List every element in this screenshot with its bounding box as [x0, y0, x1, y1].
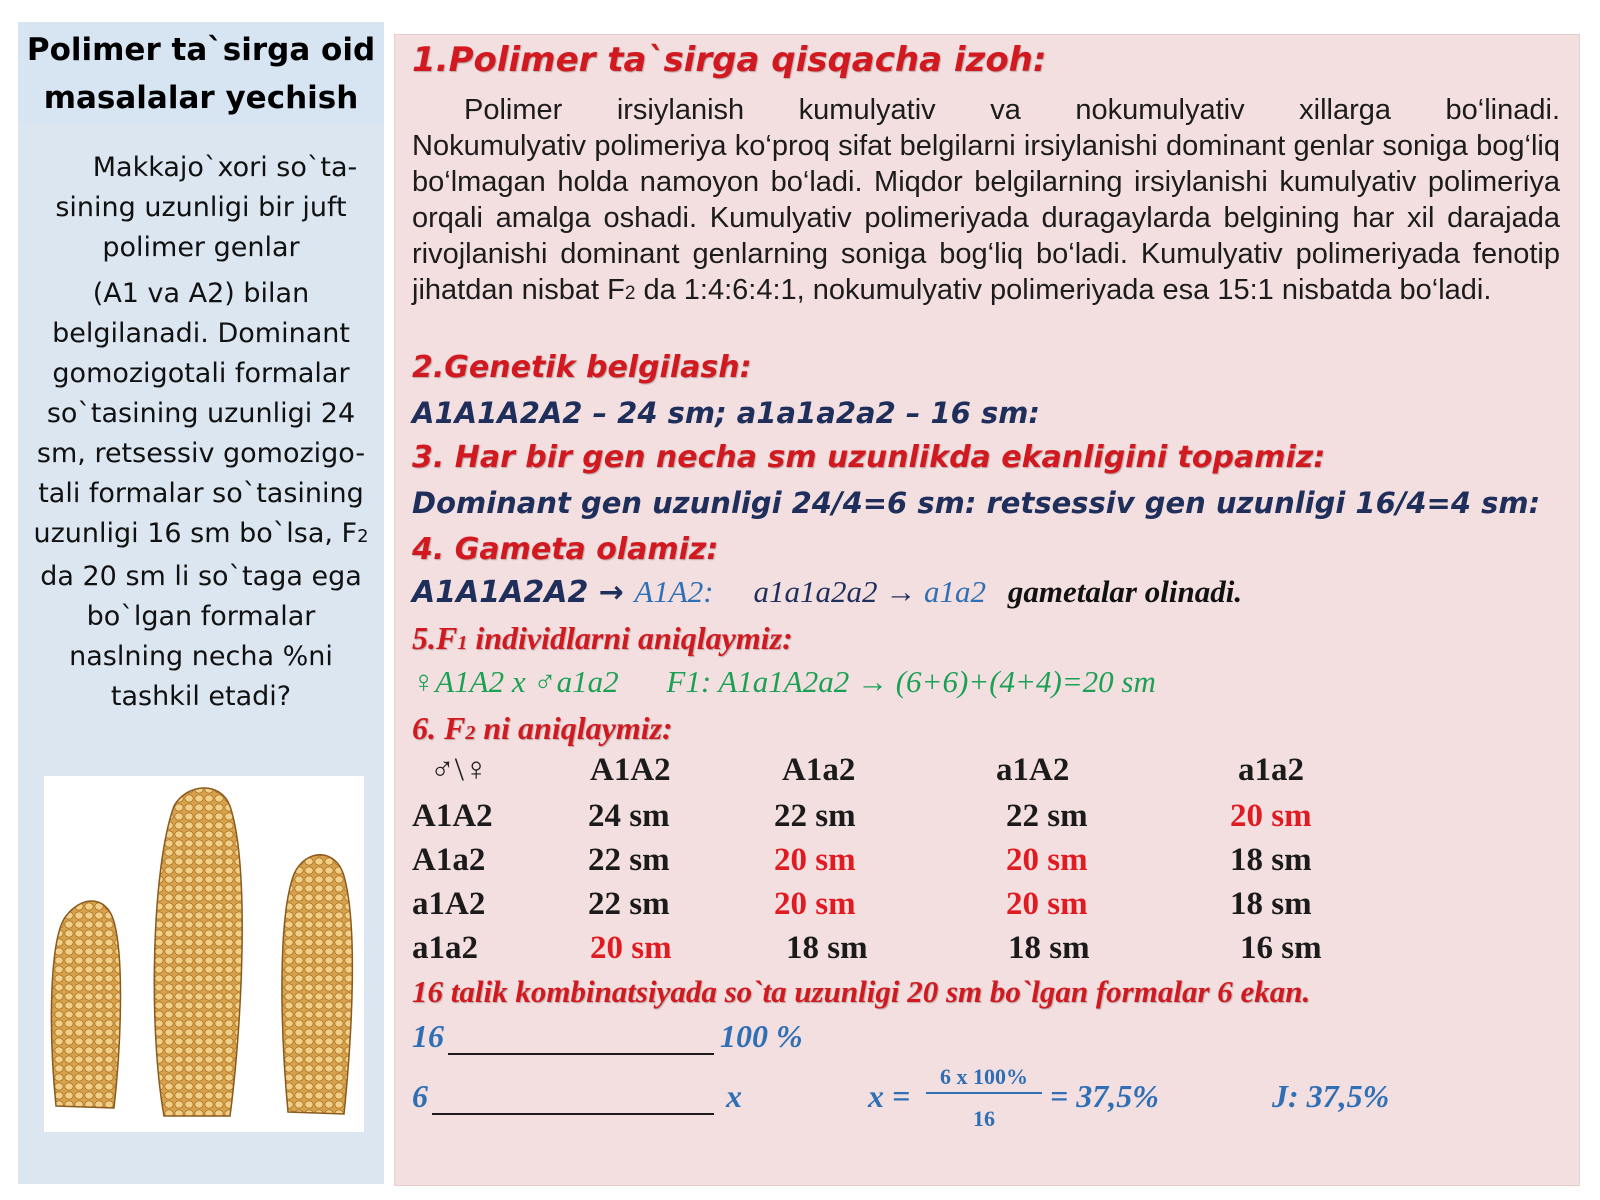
table-row-label: a1A2	[412, 886, 486, 922]
table-row-label: A1a2	[412, 842, 486, 878]
gamete-line	[412, 574, 1242, 610]
table-cell-highlight: 20 sm	[590, 930, 672, 966]
answer: J: 37,5%	[1272, 1078, 1390, 1114]
equation-result: = 37,5%	[1050, 1078, 1159, 1114]
problem-line: polimer genlar	[102, 232, 300, 263]
subscript: 2	[624, 283, 636, 304]
section6-heading	[412, 710, 673, 747]
polymer-explanation	[412, 92, 1560, 312]
gamete-a1a2-recessive: a1a2	[923, 574, 986, 609]
slide-title-line1: Polimer ta`sirga oid	[26, 32, 376, 68]
section5-heading-b: individlarni aniqlaymiz:	[467, 620, 793, 656]
problem-line: (A1 va A2) bilan	[92, 278, 310, 309]
table-cell-highlight: 20 sm	[1230, 798, 1312, 834]
table-cell: 22 sm	[588, 886, 670, 922]
table-cell: 22 sm	[1006, 798, 1088, 834]
table-cell-highlight: 20 sm	[1006, 842, 1088, 878]
problem-line: bo`lgan formalar	[86, 601, 316, 632]
corn-cobs-image	[44, 776, 364, 1132]
f1-line	[412, 664, 1156, 700]
proportion-line-2	[412, 1078, 742, 1115]
problem-line: gomozigotali formalar	[52, 358, 350, 389]
table-cell: 16 sm	[1240, 930, 1322, 966]
problem-line: sining uzunligi bir juft	[55, 192, 347, 223]
table-cell: 22 sm	[774, 798, 856, 834]
problem-line: belgilanadi. Dominant	[52, 318, 350, 349]
problem-statement	[26, 148, 376, 717]
table-cell: 22 sm	[588, 842, 670, 878]
table-cell: 18 sm	[1230, 886, 1312, 922]
table-cell: 24 sm	[588, 798, 670, 834]
table-corner: ♂\♀	[430, 752, 489, 788]
table-col-header: A1a2	[782, 752, 856, 788]
explanation-body: Nokumulyativ polimeriya ko‘proq sifat belgilarni irsiylanishi dominant genlar soniga bog‘liq bo‘lmagan holda namoyon bo‘ladi. Miqdor belgilarning irsiylanishi kumulyativ polimeriya orqali amalga oshadi. Kumulyativ polimeriyada duragaylarda belgining har xil darajada rivojlanishi dominant genlarning soniga bog‘liq bo‘ladi. Kumulyativ polimeriyada fenotip jihatdan nisbat F	[412, 130, 1560, 306]
subscript: 1	[457, 632, 468, 654]
f1-result: F1: A1a1A2a2 → (6+6)+(4+4)=20 sm	[666, 664, 1156, 699]
problem-line: da 20 sm li so`taga ega	[40, 561, 362, 592]
table-col-header: a1a2	[1238, 752, 1304, 788]
value-6: 6	[412, 1078, 428, 1114]
explanation-end: da 1:4:6:4:1, nokumulyativ polimeriyada esa 15:1 nisbatda bo‘ladi.	[635, 274, 1492, 306]
section3-heading: 3. Har bir gen necha sm uzunlikda ekanligini topamiz:	[412, 440, 1326, 475]
conclusion: 16 talik kombinatsiyada so`ta uzunligi 20 sm bo`lgan formalar 6 ekan.	[412, 974, 1311, 1009]
subscript: 2	[465, 722, 476, 744]
table-cell-highlight: 20 sm	[774, 842, 856, 878]
table-cell-highlight: 20 sm	[774, 886, 856, 922]
table-col-header: A1A2	[590, 752, 671, 788]
slide-title-line2: masalalar yechish	[43, 80, 359, 116]
problem-line: tashkil etadi?	[110, 681, 292, 712]
gamete-result: gametalar olinadi.	[1007, 574, 1243, 609]
subscript: 2	[357, 526, 369, 547]
corn-illustration	[44, 776, 364, 1132]
problem-line	[26, 514, 376, 557]
value-100-percent: 100 %	[720, 1018, 803, 1054]
gamete-parent1: A1A1A2A2 →	[412, 575, 635, 610]
gamete-parent2: a1a1a2a2 →	[753, 574, 924, 609]
explanation-first-line: Polimer irsiylanish kumulyativ va nokumulyativ xillarga bo‘linadi.	[464, 94, 1560, 126]
section5-heading-a: 5.F	[412, 620, 458, 656]
section6-heading-b: ni aniqlaymiz:	[475, 710, 673, 746]
table-row-label: A1A2	[412, 798, 493, 834]
section1-heading: 1.Polimer ta`sirga qisqacha izoh:	[412, 40, 1047, 80]
proportion-line-1	[412, 1018, 803, 1055]
slide-title	[18, 22, 384, 122]
table-cell: 18 sm	[786, 930, 868, 966]
value-16: 16	[412, 1018, 444, 1054]
value-x: x	[726, 1078, 742, 1114]
section4-heading: 4. Gameta olamiz:	[412, 532, 719, 567]
problem-line: so`tasining uzunligi 24	[46, 398, 356, 429]
problem-line-text: uzunligi 16 sm bo`lsa, F	[33, 518, 358, 549]
table-cell: 18 sm	[1230, 842, 1312, 878]
problem-line: tali formalar so`tasining	[38, 478, 364, 509]
table-cell: 18 sm	[1008, 930, 1090, 966]
gene-length: Dominant gen uzunligi 24/4=6 sm: retsessiv gen uzunligi 16/4=4 sm:	[412, 486, 1541, 520]
equation-left: x =	[868, 1078, 911, 1114]
section6-heading-a: 6. F	[412, 710, 466, 746]
gamete-a1a2: A1A2:	[634, 574, 714, 609]
problem-line: sm, retsessiv gomozigo-	[36, 438, 366, 469]
section5-heading	[412, 620, 793, 657]
proportion-underline	[448, 1023, 714, 1055]
genotype-notation: A1A1A2A2 – 24 sm; a1a1a2a2 – 16 sm:	[412, 396, 1041, 430]
fraction-denominator: 16	[973, 1106, 995, 1131]
section2-heading: 2.Genetik belgilash:	[412, 350, 752, 385]
problem-line: Makkajo`xori so`ta-	[92, 152, 358, 183]
f1-cross: ♀A1A2 x ♂a1a2	[412, 664, 619, 699]
table-cell-highlight: 20 sm	[1006, 886, 1088, 922]
table-row-label: a1a2	[412, 930, 478, 966]
table-col-header: a1A2	[996, 752, 1070, 788]
proportion-underline	[432, 1083, 714, 1115]
fraction-numerator: 6 x 100%	[926, 1064, 1042, 1094]
problem-line: naslning necha %ni	[69, 641, 333, 672]
